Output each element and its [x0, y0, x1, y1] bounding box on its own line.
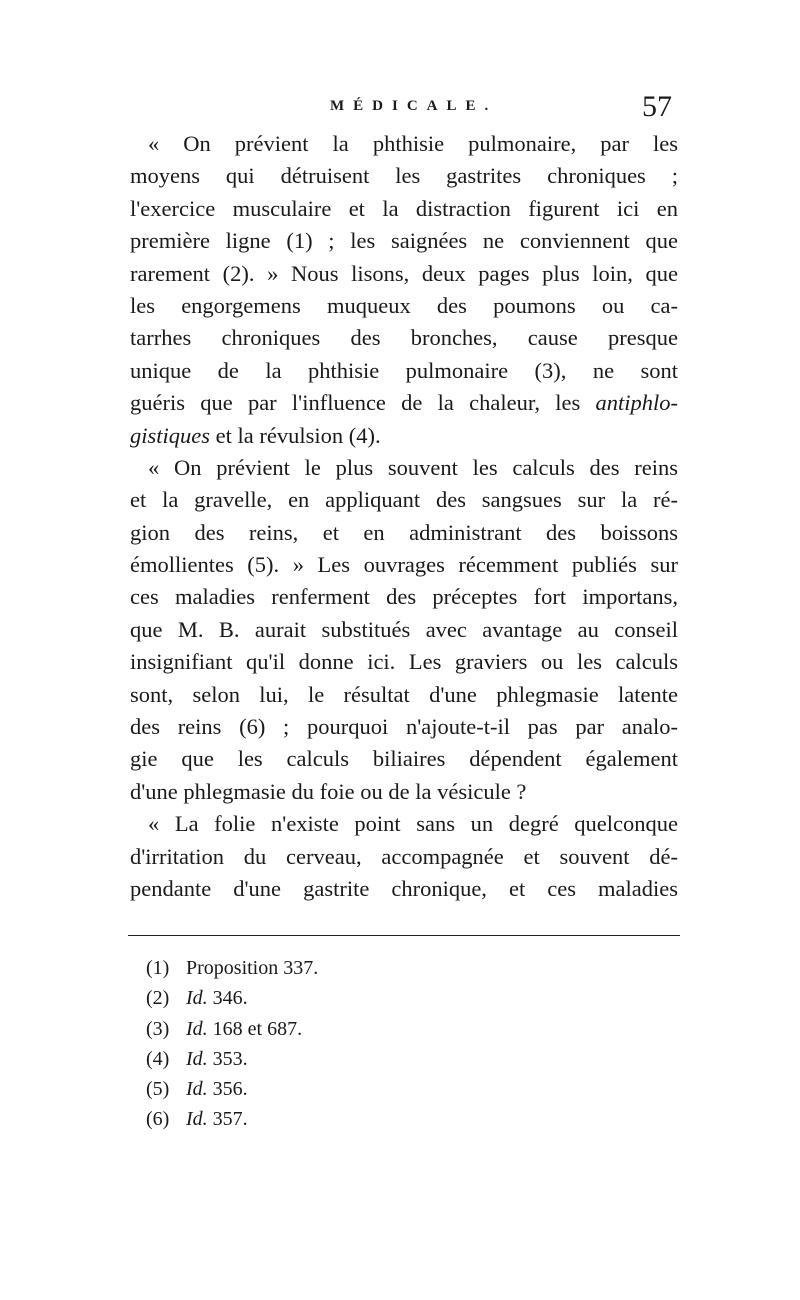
- italic-term: gistiques: [130, 422, 211, 448]
- text-line: sont, selon lui, le résultat d'une phlegmasie latente: [130, 681, 678, 707]
- footnote-abbrev: Id.: [186, 1108, 208, 1131]
- footnote-abbrev: Id.: [186, 1017, 208, 1040]
- text-line: [130, 420, 678, 452]
- text-line: pendante d'une gastrite chronique, et ces maladies: [130, 875, 678, 901]
- footnote-mark: (1): [146, 957, 170, 979]
- text-line: les engorgemens muqueux des poumons ou ca-: [130, 292, 678, 318]
- text-line: « La folie n'existe point sans un degré quelconque: [148, 811, 678, 837]
- text-line: « On prévient le plus souvent les calculs des reins: [148, 454, 678, 480]
- footnote-text: 168 et 687.: [207, 1017, 303, 1040]
- italic-term: antiphlo-: [595, 390, 679, 416]
- footnote-text: 357.: [207, 1108, 248, 1131]
- text-line: moyens qui détruisent les gastrites chroniques ;: [130, 163, 678, 189]
- footnote-text: 346.: [207, 987, 248, 1010]
- text-line: et la gravelle, en appliquant des sangsues sur la ré-: [130, 487, 678, 513]
- text-span: et la révulsion (4).: [215, 422, 381, 448]
- footnote-rule: [128, 935, 680, 936]
- footnote: [146, 1074, 506, 1104]
- page-number: 57: [642, 90, 672, 123]
- text-line: première ligne (1) ; les saignées ne conviennent que: [130, 228, 678, 254]
- text-line: rarement (2). » Nous lisons, deux pages plus loin, que: [130, 260, 678, 286]
- footnote-mark: (5): [146, 1078, 170, 1101]
- footnote: [146, 1014, 506, 1044]
- footnote: [146, 953, 506, 983]
- text-line: des reins (6) ; pourquoi n'ajoute-t-il pas par analo-: [130, 714, 678, 740]
- footnote: [146, 1104, 506, 1134]
- text-line: gie que les calculs biliaires dépendent également: [130, 746, 678, 772]
- text-line: insignifiant qu'il donne ici. Les graviers ou les calculs: [130, 649, 678, 675]
- footnote-text: 356.: [207, 1078, 248, 1101]
- footnote-mark: (3): [146, 1017, 170, 1040]
- text-line: émollientes (5). » Les ouvrages récemment publiés sur: [130, 552, 678, 578]
- footnote-text: 353.: [207, 1047, 248, 1070]
- footnote-text: Proposition 337.: [186, 957, 319, 979]
- text-line: [130, 387, 678, 419]
- text-line: gion des reins, et en administrant des boissons: [130, 519, 678, 545]
- text-line: tarrhes chroniques des bronches, cause presque: [130, 325, 678, 351]
- body-text: [130, 128, 678, 905]
- footnote-abbrev: Id.: [186, 1078, 208, 1101]
- text-line: d'une phlegmasie du foie ou de la vésicule ?: [130, 778, 527, 804]
- text-line: l'exercice musculaire et la distraction figurent ici en: [130, 195, 678, 221]
- footnote-mark: (4): [146, 1047, 170, 1070]
- text-line: ces maladies renferment des préceptes fort importans,: [130, 584, 678, 610]
- running-head: [0, 90, 800, 130]
- footnote-mark: (2): [146, 987, 170, 1010]
- footnotes: [146, 953, 506, 1135]
- text-line: unique de la phthisie pulmonaire (3), ne sont: [130, 357, 678, 383]
- text-line: que M. B. aurait substitués avec avantage au conseil: [130, 616, 678, 642]
- text-span: guéris que par l'influence de la chaleur, les: [130, 390, 581, 416]
- footnote-abbrev: Id.: [186, 1047, 208, 1070]
- footnote: [146, 1044, 506, 1074]
- text-line: « On prévient la phthisie pulmonaire, par les: [148, 131, 678, 156]
- footnote-mark: (6): [146, 1108, 170, 1131]
- footnote-abbrev: Id.: [186, 987, 208, 1010]
- text-line: d'irritation du cerveau, accompagnée et souvent dé-: [130, 843, 678, 869]
- running-title: MÉDICALE.: [330, 98, 498, 114]
- footnote: [146, 983, 506, 1013]
